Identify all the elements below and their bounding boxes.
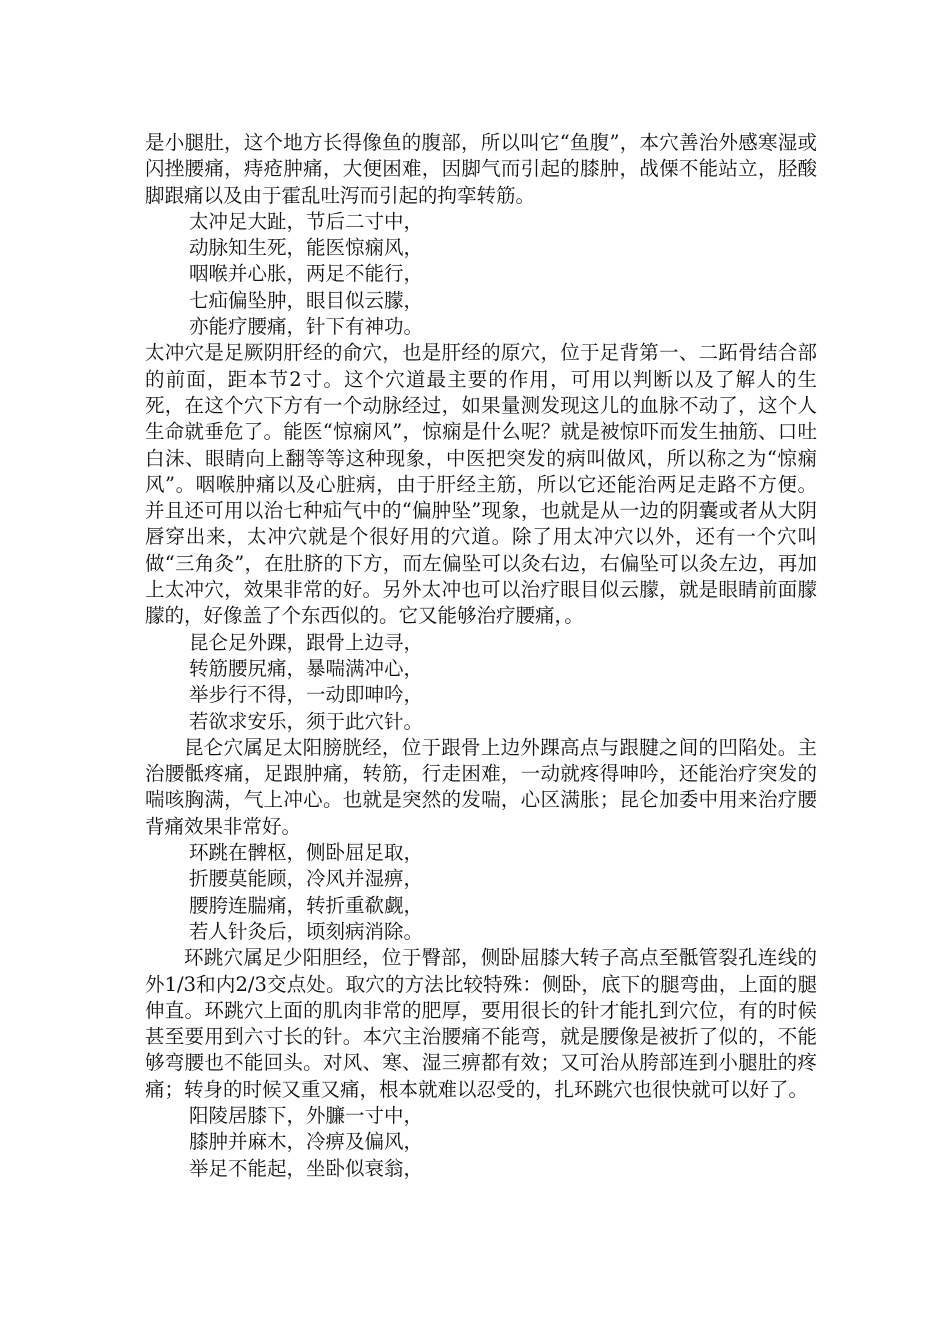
verse-line: 转筋腰尻痛，暴喘满冲心， [189, 656, 424, 680]
paragraph: 太冲穴是足厥阴肝经的俞穴，也是肝经的原穴，位于足背第一、二跖骨结合部的前面，距本节2寸。这个穴道最主要的作用，可用以判断以及了解人的生死，在这个穴下方有一个动脉经过，如果量测发现这儿的血脉不动了，这个人生命就垂危了。能医“惊痫风”，惊痫是什么呢？就是被惊吓而发生抽筋、口吐白沫、眼睛向上翻等等这种现象，中医把突发的病叫做风，所以称之为“惊痫风”。咽喉肿痛以及心脏病，由于肝经主筋，所以它还能治两足走路不方便。并且还可用以治七种疝气中的“偏肿坠”现象，也就是从一边的阴囊或者从大阴唇穿出来，太冲穴就是个很好用的穴道。除了用太冲穴以外，还有一个穴叫做“三角灸”，在肚脐的下方，而左偏坠可以灸右边，右偏坠可以灸左边，再加上太冲穴，效果非常的好。另外太冲也可以治疗眼目似云朦，就是眼睛前面朦朦的，好像盖了个东西似的。它又能够治疗腰痛，。 [145, 341, 817, 628]
verse-line: 若欲求安乐，须于此穴针。 [189, 709, 424, 733]
verse-line: 太冲足大趾，节后二寸中， [189, 209, 424, 233]
verse-line: 亦能疗腰痛，针下有神功。 [189, 315, 424, 339]
verse-line: 阳陵居膝下，外臁一寸中， [189, 1103, 424, 1127]
verse-line: 举步行不得，一动即呻吟， [189, 683, 424, 707]
document-body [145, 130, 817, 1182]
verse-line: 折腰莫能顾，冷风并湿痹， [189, 867, 424, 891]
verse-line: 七疝偏坠肿，眼目似云朦， [189, 288, 424, 312]
paragraph: 昆仑穴属足太阳膀胱经，位于跟骨上边外踝高点与跟腱之间的凹陷处。主治腰骶疼痛，足跟肿痛，转筋，行走困难，一动就疼得呻吟，还能治疗突发的喘咳胸满，气上冲心。也就是突然的发喘，心区满胀；昆仑加委中用来治疗腰背痛效果非常好。 [145, 735, 817, 838]
verse-line: 动脉知生死，能医惊痫风， [189, 236, 424, 260]
verse-line: 举足不能起，坐卧似衰翁， [189, 1156, 424, 1180]
paragraph: 环跳穴属足少阳胆经，位于臀部，侧卧屈膝大转子高点至骶管裂孔连线的外1/3和内2/3交点处。取穴的方法比较特殊：侧卧，底下的腿弯曲，上面的腿伸直。环跳穴上面的肌肉非常的肥厚，要用很长的针才能扎到穴位，有的时候甚至要用到六寸长的针。本穴主治腰痛不能弯，就是腰像是被折了似的，不能够弯腰也不能回头。对风、寒、湿三痹都有效；又可治从胯部连到小腿肚的疼痛；转身的时候又重又痛，根本就难以忍受的，扎环跳穴也很快就可以好了。 [145, 946, 817, 1101]
verse-line: 环跳在髀枢，侧卧屈足取， [189, 841, 424, 865]
verse-line: 若人针灸后，顷刻病消除。 [189, 919, 424, 943]
verse-line: 昆仑足外踝，跟骨上边寻， [189, 630, 424, 654]
verse-line: 腰胯连腨痛，转折重欷觑， [189, 893, 424, 917]
verse-line: 咽喉并心胀，两足不能行， [189, 262, 424, 286]
paragraph: 是小腿肚，这个地方长得像鱼的腹部，所以叫它“鱼腹”，本穴善治外感寒湿或闪挫腰痛，痔疮肿痛，大便困难，因脚气而引起的膝肿，战傈不能站立，胫酸脚跟痛以及由于霍乱吐泻而引起的拘挛转筋。 [145, 131, 817, 207]
verse-line: 膝肿并麻木，冷痹及偏风， [189, 1130, 424, 1154]
